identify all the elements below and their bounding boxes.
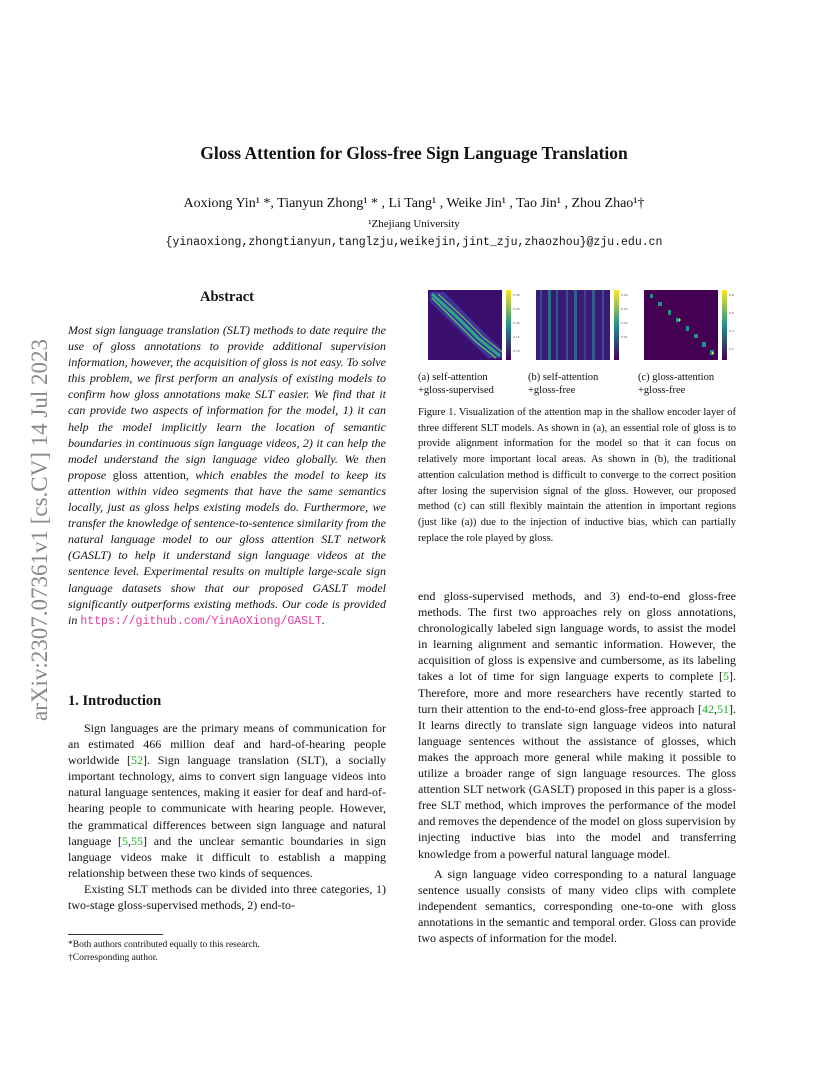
abstract-heading: Abstract xyxy=(200,289,254,305)
intro-paragraph-1: Sign languages are the primary means of communication for an estimated 466 million deaf and hard-of-hearing people worldwide [52]. Sign language translation (SLT), a socially important technology, aims to convert sign language videos into natural language sentences, making it easier for deaf and hard-of-hearing people to communicate with hearing people. However, the grammatical differences between sign language and natural language [5,55] and the unclear semantic boundaries in sign language videos make it difficult to establish a mapping relationship between these two kinds of sequences. xyxy=(68,721,386,880)
abstract-body xyxy=(68,322,386,630)
footnote-1: *Both authors contributed equally to this research. xyxy=(68,940,260,950)
svg-text:0.2: 0.2 xyxy=(729,347,734,351)
svg-text:0.04: 0.04 xyxy=(621,293,628,297)
svg-text:0.25: 0.25 xyxy=(513,307,520,311)
heatmap-self-attention-gloss-supervised xyxy=(418,288,526,370)
affiliation: ¹Zhejiang University xyxy=(368,218,460,230)
citation-link[interactable]: 5 xyxy=(723,669,729,684)
abstract-text: Most sign language translation (SLT) methods to date require the use of gloss annotations to provide additional supervision information, however, the acquisition of gloss is not easy. To solve this problem, we first perform an analysis of existing models to confirm how gloss annotations make SLT easier. We find that it can provide two aspects of information for the model, 1) it can help the model implicitly learn the location of semantic boundaries in continuous sign language videos, 2) it can help the model understand the sign language video globally. We then propose xyxy=(68,323,386,482)
citation-link[interactable]: 5 xyxy=(122,833,129,848)
svg-text:0.20: 0.20 xyxy=(513,321,520,325)
figure-1-caption: Figure 1. Visualization of the attention map in the shallow encoder layer of three different SLT models. As shown in (a), an essential role of gloss is to provide alignment information for the model so that it can focus on relatively more important local areas. As shown in (b), the traditional attention calculation method is difficult to converge to the correct position after losing the supervision signal of the gloss. However, our proposed method (c) can still flexibly maintain the attention in important regions (just like (a)) due to the injection of inductive bias, which can partially replace the role played by gloss. xyxy=(418,407,736,544)
subcaption-c-line1: (c) gloss-attention xyxy=(638,372,715,383)
introduction-heading: 1. Introduction xyxy=(68,693,162,709)
subcaption-a xyxy=(418,372,494,397)
subcaption-c xyxy=(638,372,714,397)
right-paragraph-2: A sign language video corresponding to a natural language sentence usually consists of many video clips with complete independent semantics, corresponding one-to-one with gloss annotations in the semantic and temporal order. Gloss can provide two aspects of information for the model. xyxy=(418,866,736,945)
citation-link[interactable]: 51 xyxy=(717,701,729,716)
svg-text:0.6: 0.6 xyxy=(729,311,734,315)
right-column-body xyxy=(418,588,736,946)
svg-text:0.03: 0.03 xyxy=(621,307,628,311)
subcaption-b-line1: (b) self-attention xyxy=(528,372,599,383)
intro-text: ]. Sign language translation (SLT), a socially important technology, aims to convert sign language videos into natural language sentences, making it easier for deaf and hard-of-hearing people to communicate with hearing people. However, the grammatical differences between sign language and natural language [ xyxy=(68,753,386,848)
citation-link[interactable]: 52 xyxy=(131,753,144,768)
intro-paragraph-2: Existing SLT methods can be divided into three categories, 1) two-stage gloss-supervised methods, 2) end-to- xyxy=(68,881,386,913)
svg-text:0.02: 0.02 xyxy=(621,321,628,325)
heatmap-gloss-attention-gloss-free xyxy=(634,288,742,370)
body-text: ]. It learns directly to translate sign language videos into natural language sentences without the assistance of glosses, which makes the approach more general while making it possible to utilize a broader range of sign language resources. The gloss attention SLT network (GASLT) proposed in this paper is a gloss-free SLT method, which improves the performance of the model and removes the dependence of the model on gloss supervision by injecting inductive bias into the model and transferring knowledge from a powerful natural language model. xyxy=(418,701,736,861)
introduction-body xyxy=(68,720,386,913)
footnote-rule xyxy=(68,934,163,935)
right-paragraph-1: end gloss-supervised methods, and 3) end-to-end gloss-free methods. The first two approaches rely on gloss annotations, chronologically labeled sign language words, to assist the model in learning alignment and semantic information. However, the acquisition of gloss is expensive and cumbersome, as its labeling takes a lot of time for sign language experts to complete [5]. Therefore, more and more researchers have recently started to turn their attention to the end-to-end gloss-free approach [42,51]. It learns directly to translate sign language videos into natural language sentences without the assistance of glosses, which makes the approach more general while making it possible to utilize a broader range of sign language resources. The gloss attention SLT network (GASLT) proposed in this paper is a gloss-free SLT method, which improves the performance of the model and removes the dependence of the model on gloss supervision by injecting inductive bias into the model and transferring knowledge from a powerful natural language model. xyxy=(418,589,736,861)
subcaption-b xyxy=(528,372,598,397)
author-list: Aoxiong Yin¹ *, Tianyun Zhong¹ * , Li Tang¹ , Weike Jin¹ , Tao Jin¹ , Zhou Zhao¹† xyxy=(183,196,645,211)
svg-text:0.15: 0.15 xyxy=(513,335,520,339)
footnote-2: †Corresponding author. xyxy=(68,953,158,963)
subcaption-a-line2: +gloss-supervised xyxy=(418,384,494,396)
arxiv-stamp: arXiv:2307.07361v1 [cs.CV] 14 Jul 2023 xyxy=(27,338,52,722)
author-emails: {yinaoxiong,zhongtianyun,tanglzju,weikejin,jint_zju,zhaozhou}@zju.edu.cn xyxy=(165,236,663,249)
svg-text:0.01: 0.01 xyxy=(621,335,628,339)
svg-text:0.8: 0.8 xyxy=(729,293,734,297)
intro-text: Sign languages are the primary means of communication for an estimated 466 million deaf and hard-of-hearing people worldwide [ xyxy=(68,721,386,768)
subcaption-c-line2: +gloss-free xyxy=(638,384,686,396)
citation-link[interactable]: 42 xyxy=(702,701,714,716)
body-text: ]. Therefore, more and more researchers have recently started to turn their attention to the end-to-end gloss-free approach [ xyxy=(418,669,736,716)
abstract-term: gloss attention xyxy=(112,467,186,482)
body-text: end gloss-supervised methods, and 3) end-to-end gloss-free methods. The first two approaches rely on gloss annotations, chronologically labeled sign language words, to assist the model in learning alignment and semantic information. However, the acquisition of gloss is expensive and cumbersome, as its labeling takes a lot of time for sign language experts to complete [ xyxy=(418,589,736,684)
svg-text:0.10: 0.10 xyxy=(513,349,520,353)
svg-text:0.4: 0.4 xyxy=(729,329,734,333)
code-link[interactable]: https://github.com/YinAoXiong/GASLT xyxy=(80,614,322,628)
paper-title: Gloss Attention for Gloss-free Sign Language Translation xyxy=(200,143,628,163)
heatmap-self-attention-gloss-free xyxy=(526,288,634,370)
figure-1 xyxy=(418,288,748,400)
svg-text:0.30: 0.30 xyxy=(513,293,520,297)
subcaption-a-line1: (a) self-attention xyxy=(418,372,488,383)
citation-link[interactable]: 55 xyxy=(131,833,144,848)
abstract-end: . xyxy=(321,612,325,627)
abstract-text-2: , which enables the model to keep its attention within video segments that have the same semantics locally, just as gloss helps existing models do. Furthermore, we transfer the knowledge of sentence-to-sentence similarity from the natural language model to our gloss attention SLT network (GASLT) to help it understand sign language videos at the sentence level. Experimental results on multiple large-scale sign language datasets show that our proposed GASLT model significantly outperforms existing methods. Our code is provided in xyxy=(68,467,386,627)
intro-text: ] and the unclear semantic boundaries in sign language videos make it difficult to establish a mapping relationship between these two kinds of sequences. xyxy=(68,833,386,880)
subcaption-b-line2: +gloss-free xyxy=(528,384,576,396)
